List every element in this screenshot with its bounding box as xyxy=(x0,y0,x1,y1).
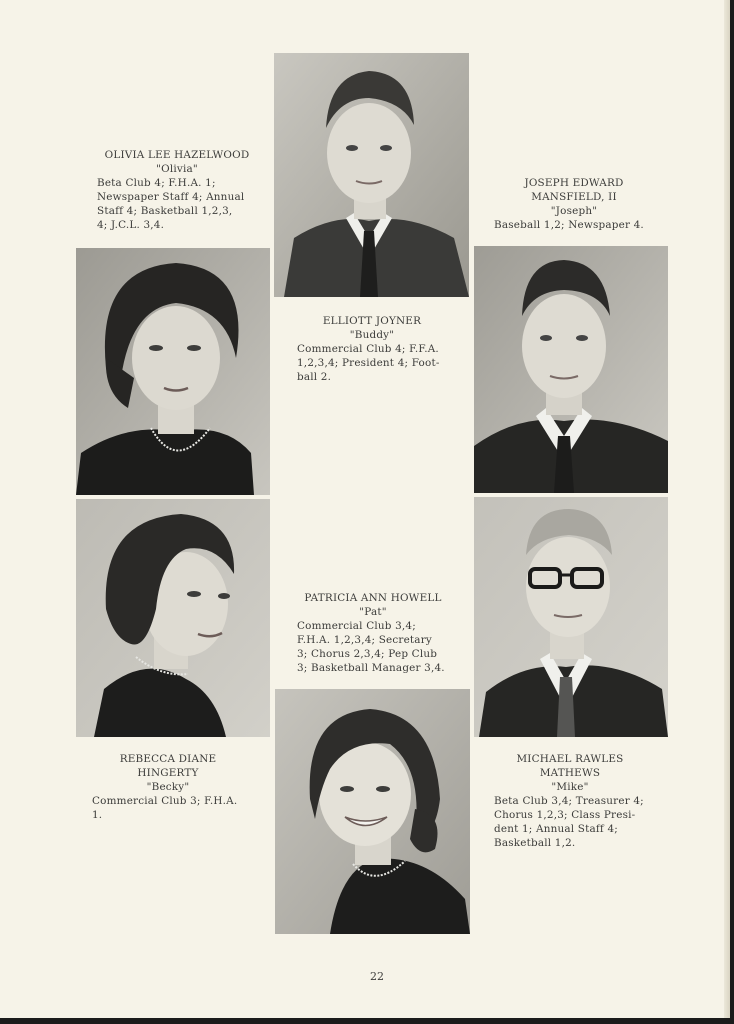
photo-patricia xyxy=(275,689,470,934)
student-nickname: "Olivia" xyxy=(156,163,198,175)
activities-line: 3; Basketball Manager 3,4. xyxy=(297,662,445,674)
activities-line: dent 1; Annual Staff 4; xyxy=(494,823,618,835)
portrait-olivia-image xyxy=(76,248,270,495)
page-number: 22 xyxy=(370,970,384,983)
student-nickname: "Becky" xyxy=(146,781,190,793)
photo-joseph xyxy=(474,246,668,493)
bio-patricia xyxy=(297,591,467,675)
student-nickname: "Buddy" xyxy=(349,329,395,341)
portrait-elliott-image xyxy=(274,53,469,297)
portrait-rebecca-image xyxy=(76,499,270,737)
portrait-joseph-image xyxy=(474,246,668,493)
student-name: PATRICIA ANN HOWELL xyxy=(304,592,442,604)
activities-line: 1. xyxy=(92,809,103,821)
portrait-michael-image xyxy=(474,497,668,737)
bio-joseph xyxy=(494,176,654,232)
photo-rebecca xyxy=(76,499,270,737)
bio-rebecca xyxy=(92,752,262,822)
student-name: OLIVIA LEE HAZELWOOD xyxy=(104,149,250,161)
activities-line: Newspaper Staff 4; Annual xyxy=(97,191,245,203)
activities-line: 1,2,3,4; President 4; Foot- xyxy=(297,357,440,369)
activities-line: Commercial Club 3,4; xyxy=(297,620,416,632)
activities-line: Baseball 1,2; Newspaper 4. xyxy=(494,219,644,231)
activities-line: Chorus 1,2,3; Class Presi- xyxy=(494,809,636,821)
bio-michael xyxy=(494,752,664,850)
activities-line: F.H.A. 1,2,3,4; Secretary xyxy=(297,634,432,646)
activities-line: Basketball 1,2. xyxy=(494,837,576,849)
activities-line: Staff 4; Basketball 1,2,3, xyxy=(97,205,233,217)
bio-olivia xyxy=(97,148,257,232)
student-name: REBECCA DIANE xyxy=(119,753,217,765)
student-name: MATHEWS xyxy=(539,767,601,779)
bio-elliott xyxy=(297,314,467,384)
activities-line: 3; Chorus 2,3,4; Pep Club xyxy=(297,648,438,660)
student-nickname: "Pat" xyxy=(359,606,387,618)
activities-line: Beta Club 3,4; Treasurer 4; xyxy=(494,795,644,807)
photo-michael xyxy=(474,497,668,737)
activities-line: Commercial Club 3; F.H.A. xyxy=(92,795,238,807)
page-edge xyxy=(724,0,730,1018)
portrait-patricia-image xyxy=(275,689,470,934)
student-nickname: "Mike" xyxy=(551,781,589,793)
activities-line: Beta Club 4; F.H.A. 1; xyxy=(97,177,216,189)
student-name: HINGERTY xyxy=(137,767,199,779)
activities-line: 4; J.C.L. 3,4. xyxy=(97,219,165,231)
student-name: MANSFIELD, II xyxy=(531,191,617,203)
student-name: JOSEPH EDWARD xyxy=(524,177,624,189)
student-name: MICHAEL RAWLES xyxy=(516,753,624,765)
activities-line: Commercial Club 4; F.F.A. xyxy=(297,343,439,355)
photo-elliott xyxy=(274,53,469,297)
activities-line: ball 2. xyxy=(297,371,332,383)
student-nickname: "Joseph" xyxy=(550,205,598,217)
photo-olivia xyxy=(76,248,270,495)
student-name: ELLIOTT JOYNER xyxy=(322,315,422,327)
